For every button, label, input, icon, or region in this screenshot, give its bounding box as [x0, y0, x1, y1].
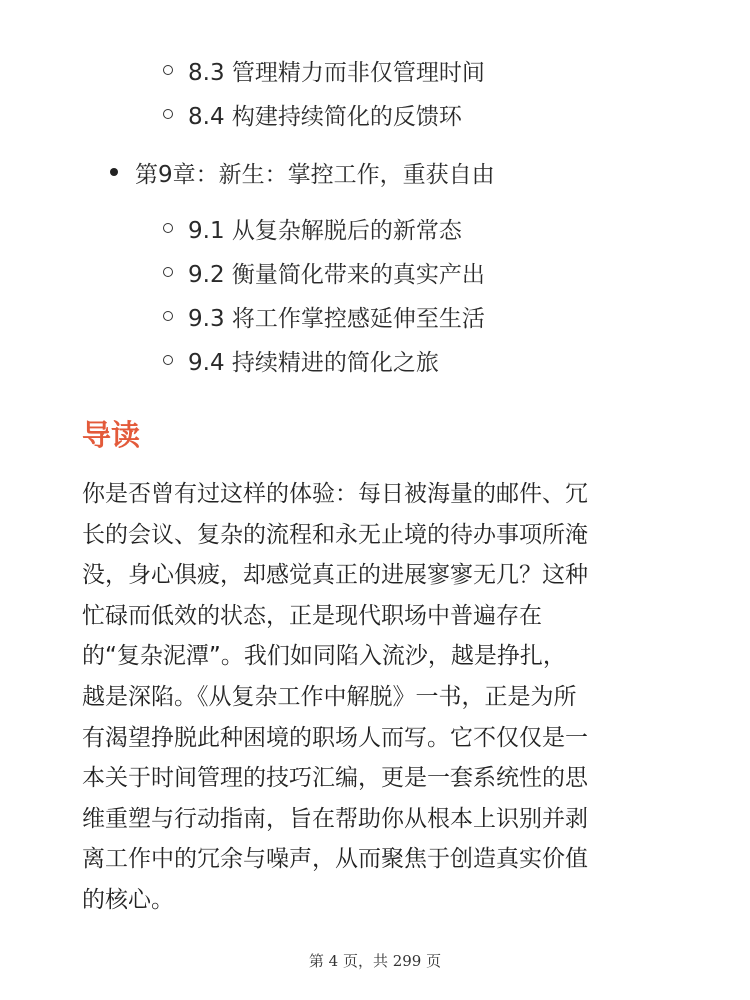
paragraph-line: 你是否曾有过这样的体验：每日被海量的邮件、冗: [82, 481, 588, 507]
circle-bullet-icon: [163, 355, 173, 365]
toc-section-9-4[interactable]: [163, 340, 439, 380]
circle-bullet-icon: [163, 267, 173, 277]
circle-bullet-icon: [163, 223, 173, 233]
toc-section-8-4[interactable]: [163, 94, 462, 134]
toc-section-9-3[interactable]: [163, 296, 485, 336]
disc-bullet-icon: [110, 168, 118, 176]
toc-section-label: 8.3 管理精力而非仅管理时间: [188, 59, 485, 86]
toc-section-label: 9.2 衡量简化带来的真实产出: [188, 261, 485, 288]
toc-chapter-label: 第9章：新生：掌控工作，重获自由: [135, 161, 495, 188]
circle-bullet-icon: [163, 311, 173, 321]
circle-bullet-icon: [163, 65, 173, 75]
paragraph-line: 越是深陷。《从复杂工作中解脱》一书，正是为所: [82, 683, 577, 710]
toc-section-8-3[interactable]: [163, 50, 485, 90]
toc-section-label: 9.3 将工作掌控感延伸至生活: [188, 305, 485, 332]
paragraph-line: 的“复杂泥潭”。我们如同陷入流沙，越是挣扎，: [82, 643, 566, 670]
paragraph-line: 长的会议、复杂的流程和永无止境的待办事项所淹: [82, 521, 588, 548]
toc-section-label: 9.4 持续精进的简化之旅: [188, 349, 439, 376]
page-number: 第 4 页，共 299 页: [308, 952, 442, 970]
paragraph-line: 没，身心俱疲，却感觉真正的进展寥寥无几？这种: [82, 562, 588, 589]
paragraph-line: 离工作中的冗余与噪声，从而聚焦于创造真实价值: [82, 846, 588, 873]
paragraph-line: 有渴望挣脱此种困境的职场人而写。它不仅仅是一: [82, 724, 588, 751]
intro-heading: 导读: [82, 418, 141, 452]
paragraph-line: 本关于时间管理的技巧汇编，更是一套系统性的思: [82, 765, 588, 792]
toc-section-label: 8.4 构建持续简化的反馈环: [188, 103, 462, 130]
intro-paragraph: [82, 474, 670, 921]
toc-section-9-1[interactable]: [163, 208, 462, 248]
toc-section-label: 9.1 从复杂解脱后的新常态: [188, 217, 462, 244]
circle-bullet-icon: [163, 109, 173, 119]
paragraph-line: 的核心。: [82, 886, 174, 913]
paragraph-line: 维重塑与行动指南，旨在帮助你从根本上识别并剥: [82, 805, 588, 832]
toc-section-9-2[interactable]: [163, 252, 485, 292]
toc-chapter-9[interactable]: [110, 152, 495, 192]
paragraph-line: 忙碌而低效的状态，正是现代职场中普遍存在: [82, 602, 542, 629]
